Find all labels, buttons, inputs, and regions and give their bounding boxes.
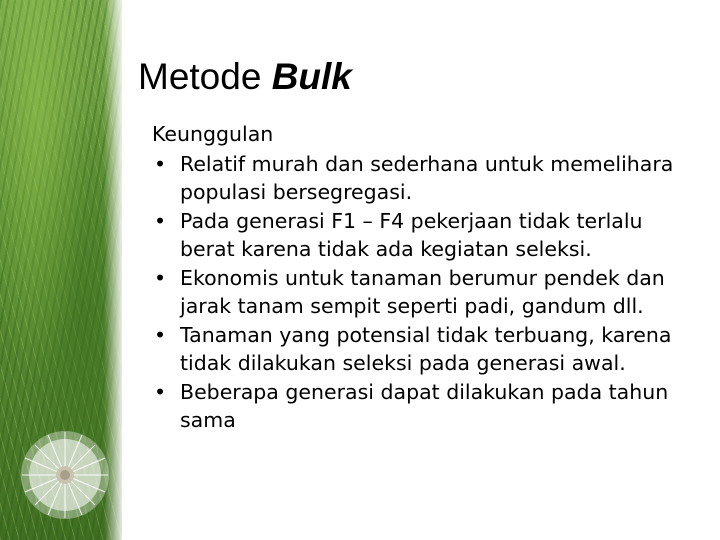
- list-item: [152, 150, 697, 207]
- list-item: [152, 207, 697, 264]
- advantages-list: [152, 150, 697, 435]
- dandelion-image: [18, 428, 112, 522]
- title-emphasis: Bulk: [271, 56, 352, 97]
- slide-content: [152, 120, 697, 435]
- section-heading: Keunggulan: [152, 122, 274, 146]
- list-item-text: Ekonomis untuk tanaman berumur pendek dan jarak tanam sempit seperti padi, gandum dll.: [180, 265, 665, 318]
- bullet-icon: •: [154, 265, 167, 290]
- list-item-text: Pada generasi F1 – F4 pekerjaan tidak terlalu berat karena tidak ada kegiatan seleksi.: [180, 208, 643, 261]
- list-item: [152, 378, 697, 435]
- bullet-icon: •: [154, 322, 167, 347]
- list-item-text: Beberapa generasi dapat dilakukan pada tahun sama: [180, 379, 669, 432]
- bullet-icon: •: [154, 151, 167, 176]
- list-item: [152, 321, 697, 378]
- list-item-text: Relatif murah dan sederhana untuk memelihara populasi bersegregasi.: [180, 151, 674, 204]
- list-item-text: Tanaman yang potensial tidak terbuang, karena tidak dilakukan seleksi pada generasi awal.: [180, 322, 672, 375]
- list-item: [152, 264, 697, 321]
- bullet-icon: •: [154, 208, 167, 233]
- title-prefix: Metode: [138, 56, 262, 97]
- slide-title: [138, 56, 352, 98]
- bullet-icon: •: [154, 379, 167, 404]
